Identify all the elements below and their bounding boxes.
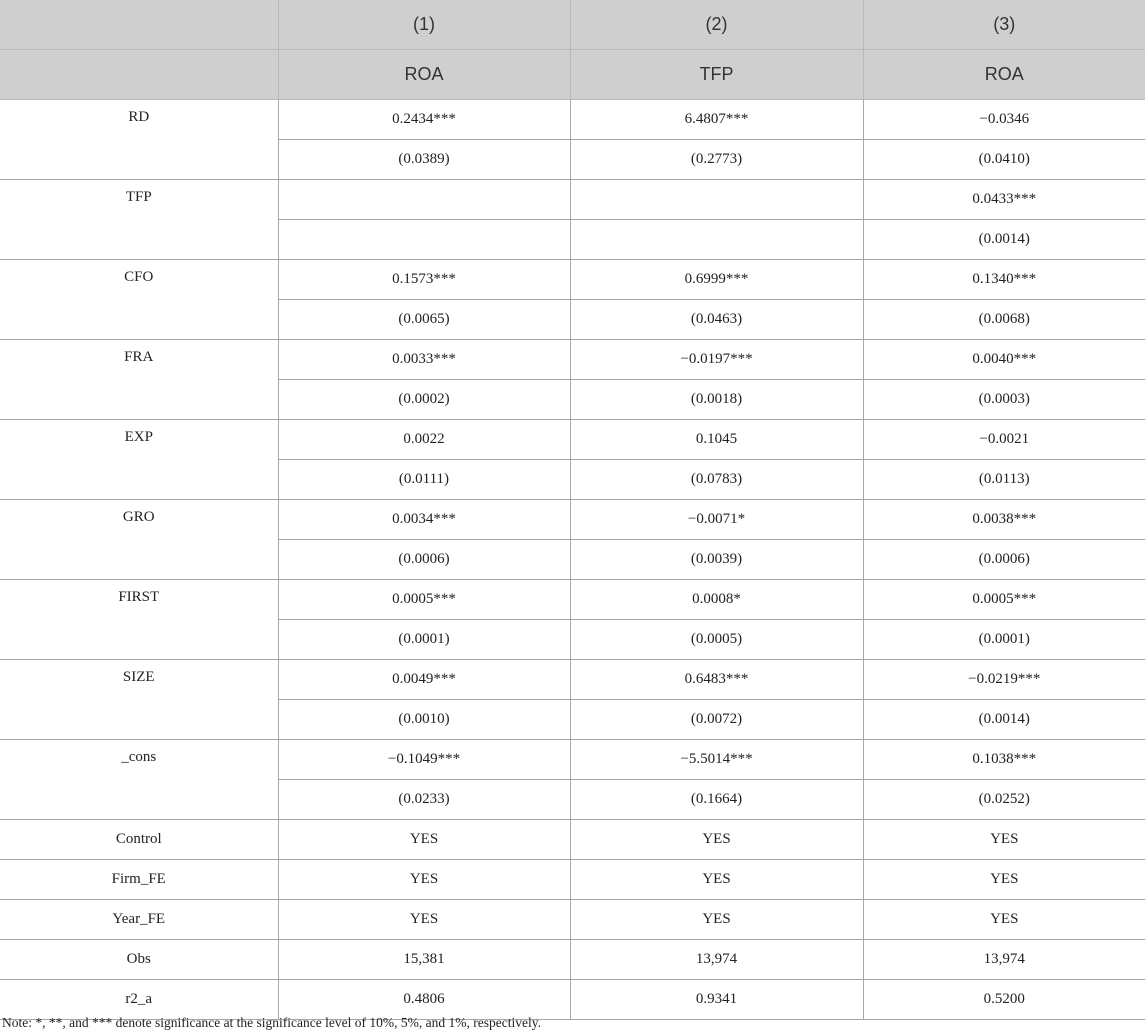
coefficient-cell: 0.0033*** [278, 340, 570, 380]
summary-row [0, 820, 1145, 860]
summary-value: 0.4806 [278, 980, 570, 1020]
summary-value: 15,381 [278, 940, 570, 980]
coefficient-cell [570, 180, 863, 220]
standard-error-cell: (0.0072) [570, 700, 863, 740]
standard-error-cell [570, 220, 863, 260]
variable-name: FIRST [0, 580, 278, 660]
coefficient-cell: 0.0005*** [863, 580, 1145, 620]
standard-error-cell: (0.1664) [570, 780, 863, 820]
coefficient-cell: −0.0197*** [570, 340, 863, 380]
summary-value: 0.5200 [863, 980, 1145, 1020]
summary-value: YES [863, 820, 1145, 860]
header-row-dependent-variables [0, 50, 1145, 100]
coefficient-cell: 0.0022 [278, 420, 570, 460]
summary-value: 13,974 [570, 940, 863, 980]
model-number-3: (3) [863, 0, 1145, 50]
standard-error-cell: (0.0068) [863, 300, 1145, 340]
standard-error-cell [278, 220, 570, 260]
summary-value: YES [863, 900, 1145, 940]
coefficient-cell: 0.0049*** [278, 660, 570, 700]
standard-error-cell: (0.0001) [863, 620, 1145, 660]
summary-label: Obs [0, 940, 278, 980]
summary-value: YES [278, 900, 570, 940]
standard-error-cell: (0.0006) [863, 540, 1145, 580]
dependent-variable-3: ROA [863, 50, 1145, 100]
coefficient-cell: −0.0346 [863, 100, 1145, 140]
variable-name: _cons [0, 740, 278, 820]
standard-error-cell: (0.0783) [570, 460, 863, 500]
summary-value: YES [278, 820, 570, 860]
summary-row [0, 940, 1145, 980]
variable-name: SIZE [0, 660, 278, 740]
standard-error-cell: (0.0113) [863, 460, 1145, 500]
dependent-variable-1: ROA [278, 50, 570, 100]
coefficient-cell: 0.6999*** [570, 260, 863, 300]
variable-name: FRA [0, 340, 278, 420]
standard-error-cell: (0.0005) [570, 620, 863, 660]
standard-error-cell: (0.0006) [278, 540, 570, 580]
coefficient-row [0, 420, 1145, 460]
coefficient-cell: −0.0021 [863, 420, 1145, 460]
summary-row [0, 980, 1145, 1020]
variable-name: CFO [0, 260, 278, 340]
standard-error-cell: (0.0014) [863, 220, 1145, 260]
standard-error-cell: (0.0014) [863, 700, 1145, 740]
summary-value: YES [863, 860, 1145, 900]
standard-error-cell: (0.0233) [278, 780, 570, 820]
standard-error-cell: (0.0252) [863, 780, 1145, 820]
standard-error-cell: (0.0065) [278, 300, 570, 340]
dependent-variable-2: TFP [570, 50, 863, 100]
standard-error-cell: (0.0111) [278, 460, 570, 500]
coefficient-cell [278, 180, 570, 220]
summary-label: Firm_FE [0, 860, 278, 900]
coefficient-row [0, 660, 1145, 700]
model-number-2: (2) [570, 0, 863, 50]
coefficient-cell: 0.0034*** [278, 500, 570, 540]
coefficient-cell: 0.1340*** [863, 260, 1145, 300]
coefficient-row [0, 500, 1145, 540]
coefficient-cell: 0.0005*** [278, 580, 570, 620]
coefficient-cell: 0.6483*** [570, 660, 863, 700]
coefficient-cell: 0.0038*** [863, 500, 1145, 540]
coefficient-cell: 0.2434*** [278, 100, 570, 140]
coefficient-row [0, 260, 1145, 300]
coefficient-cell: 0.0008* [570, 580, 863, 620]
coefficient-cell: −5.5014*** [570, 740, 863, 780]
coefficient-cell: −0.0071* [570, 500, 863, 540]
coefficient-row [0, 580, 1145, 620]
coefficient-row [0, 180, 1145, 220]
variable-name: TFP [0, 180, 278, 260]
coefficient-cell: 0.0040*** [863, 340, 1145, 380]
standard-error-cell: (0.0463) [570, 300, 863, 340]
coefficient-cell: 0.0433*** [863, 180, 1145, 220]
summary-value: YES [278, 860, 570, 900]
standard-error-cell: (0.0389) [278, 140, 570, 180]
coefficient-row [0, 340, 1145, 380]
table-body [0, 100, 1145, 1020]
header-row-model-numbers [0, 0, 1145, 50]
coefficient-row [0, 100, 1145, 140]
coefficient-cell: 0.1045 [570, 420, 863, 460]
standard-error-cell: (0.0010) [278, 700, 570, 740]
variable-name: RD [0, 100, 278, 180]
summary-value: YES [570, 860, 863, 900]
summary-value: YES [570, 820, 863, 860]
summary-label: r2_a [0, 980, 278, 1020]
summary-row [0, 860, 1145, 900]
summary-value: 13,974 [863, 940, 1145, 980]
coefficient-cell: 0.1573*** [278, 260, 570, 300]
variable-name: EXP [0, 420, 278, 500]
standard-error-cell: (0.0002) [278, 380, 570, 420]
coefficient-cell: −0.1049*** [278, 740, 570, 780]
coefficient-row [0, 740, 1145, 780]
coefficient-cell: −0.0219*** [863, 660, 1145, 700]
coefficient-cell: 6.4807*** [570, 100, 863, 140]
model-number-1: (1) [278, 0, 570, 50]
summary-row [0, 900, 1145, 940]
standard-error-cell: (0.2773) [570, 140, 863, 180]
header-corner-cell [0, 0, 278, 50]
summary-label: Year_FE [0, 900, 278, 940]
header-corner-cell [0, 50, 278, 100]
standard-error-cell: (0.0001) [278, 620, 570, 660]
standard-error-cell: (0.0003) [863, 380, 1145, 420]
table-note: Note: *, **, and *** denote significance at the significance level of 10%, 5%, and 1%, respectively. [2, 1015, 541, 1030]
standard-error-cell: (0.0039) [570, 540, 863, 580]
coefficient-cell: 0.1038*** [863, 740, 1145, 780]
summary-value: 0.9341 [570, 980, 863, 1020]
variable-name: GRO [0, 500, 278, 580]
summary-value: YES [570, 900, 863, 940]
summary-label: Control [0, 820, 278, 860]
standard-error-cell: (0.0018) [570, 380, 863, 420]
standard-error-cell: (0.0410) [863, 140, 1145, 180]
